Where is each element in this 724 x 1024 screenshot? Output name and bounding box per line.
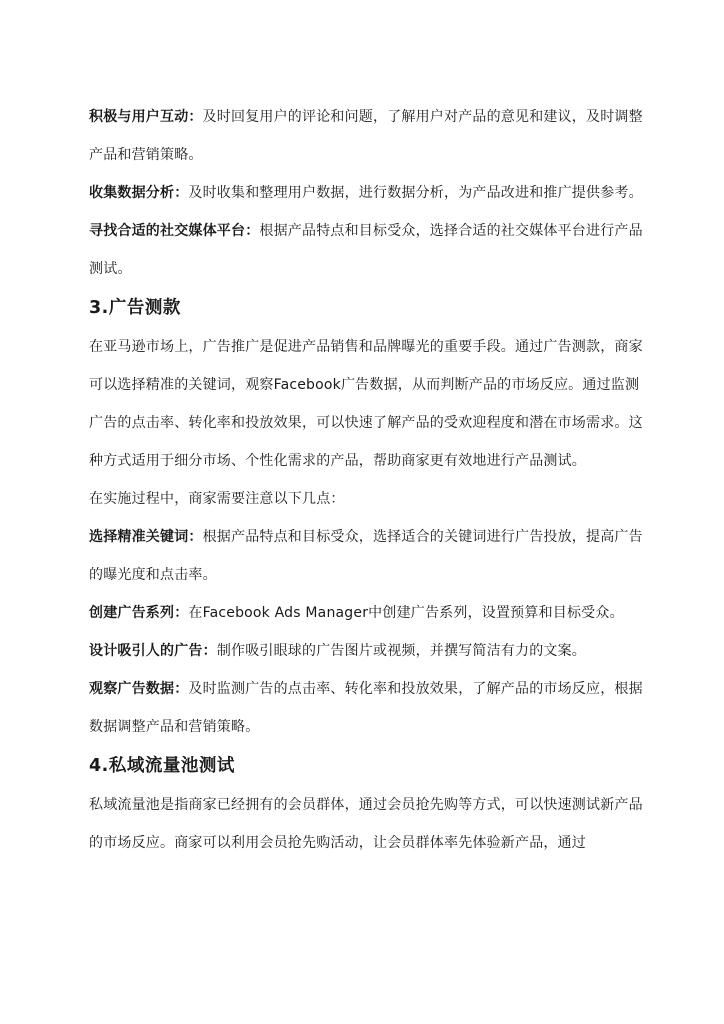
bullet-data-analysis (89, 174, 645, 212)
bullet-term: 创建广告系列： (89, 605, 189, 621)
bullet-text: 及时收集和整理用户数据，进行数据分析，为产品改进和推广提供参考。 (188, 185, 643, 201)
bullet-term: 选择精准关键词： (89, 529, 203, 545)
bullet-text: 及时回复用户的评论和问题，了解用户对产品的意见和建议，及时调整产品和营销策略。 (89, 109, 643, 163)
bullet-term: 设计吸引人的广告： (89, 643, 217, 659)
private-traffic-paragraph: 私域流量池是指商家已经拥有的会员群体，通过会员抢先购等方式，可以快速测试新产品的市场反应。商家可以利用会员抢先购活动，让会员群体率先体验新产品，通过 (89, 797, 643, 851)
bullet-text: 根据产品特点和目标受众，选择适合的关键词进行广告投放，提高广告的曝光度和点击率。 (89, 529, 643, 583)
bullet-keywords (89, 518, 645, 594)
section-heading-ad-testing: 3.广告测款 (89, 298, 181, 318)
bullet-design-ad (89, 632, 645, 670)
document-body (89, 98, 645, 862)
bullet-term: 观察广告数据： (89, 681, 189, 697)
bullet-create-campaign (89, 594, 645, 632)
bullet-observe-data (89, 670, 645, 746)
bullet-text: 在Facebook Ads Manager中创建广告系列，设置预算和目标受众。 (188, 605, 624, 621)
section-heading-private-traffic: 4.私域流量池测试 (89, 756, 235, 776)
ad-testing-note: 在实施过程中，商家需要注意以下几点： (89, 491, 345, 507)
bullet-user-interaction (89, 98, 645, 174)
bullet-social-platform (89, 212, 645, 288)
bullet-text: 及时监测广告的点击率、转化率和投放效果，了解产品的市场反应，根据数据调整产品和营销策略。 (89, 681, 643, 735)
bullet-term: 收集数据分析： (89, 185, 189, 201)
bullet-term: 寻找合适的社交媒体平台： (89, 223, 260, 239)
bullet-text: 根据产品特点和目标受众，选择合适的社交媒体平台进行产品测试。 (89, 223, 643, 277)
ad-testing-paragraph: 在亚马逊市场上，广告推广是促进产品销售和品牌曝光的重要手段。通过广告测款，商家可以选择精准的关键词，观察Facebook广告数据，从而判断产品的市场反应。通过监测广告的点击率、转化率和投放效果，可以快速了解产品的受欢迎程度和潜在市场需求。这种方式适用于细分市场、个性化需求的产品，帮助商家更有效地进行产品测试。 (89, 339, 643, 469)
bullet-text: 制作吸引眼球的广告图片或视频，并撰写简洁有力的文案。 (216, 643, 587, 659)
bullet-term: 积极与用户互动： (89, 109, 203, 125)
